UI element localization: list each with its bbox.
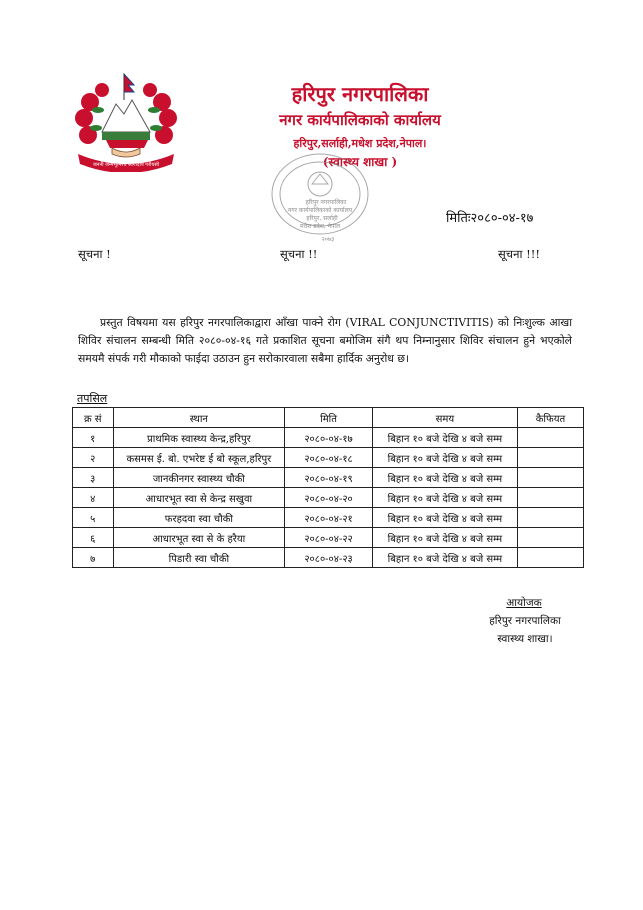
cell-date: २०८०-०४-२२ bbox=[285, 528, 373, 548]
table-header-row bbox=[73, 408, 584, 428]
cell-time: बिहान १० बजे देखि ४ बजे सम्म bbox=[372, 488, 517, 508]
header-remarks: कैफियत bbox=[517, 408, 583, 428]
cell-date: २०८०-०४-२० bbox=[285, 488, 373, 508]
cell-remarks bbox=[517, 548, 583, 568]
svg-text:जननी जन्मभूमिश्च स्वर्गादपि गर: जननी जन्मभूमिश्च स्वर्गादपि गरीयसी bbox=[92, 162, 160, 168]
svg-text:२०७३: २०७३ bbox=[321, 236, 335, 243]
cell-location: कसमस ई. बो. एभरेष्ट ई बो स्कूल,हरिपुर bbox=[113, 448, 285, 468]
cell-serial: ७ bbox=[73, 548, 114, 568]
cell-date: २०८०-०४-२१ bbox=[285, 508, 373, 528]
cell-date: २०८०-०४-१८ bbox=[285, 448, 373, 468]
notice-body-text: प्रस्तुत विषयमा यस हरिपुर नगरपालिकाद्वारा आँखा पाक्ने रोग (VIRAL CONJUNCTIVITIS) को निःशुल्क आखा शिविर संचालन सम्बन्धी मिति २०८०-०४-१६ गते प्रकाशित सूचना बमोजिम संगै थप निम्नानुसार शिविर संचालन हुने भएकोले समयमै संपर्क गरी मौकाको फाईदा उठाउन हुन सरोकारवाला सबैमा हार्दिक अनुरोध छ। bbox=[78, 316, 572, 365]
cell-remarks bbox=[517, 468, 583, 488]
office-address: हरिपुर,सर्लाही,मधेश प्रदेश,नेपाल। bbox=[293, 137, 427, 150]
office-name: नगर कार्यपालिकाको कार्यालय bbox=[279, 111, 441, 129]
cell-serial: ५ bbox=[73, 508, 114, 528]
cell-time: बिहान १० बजे देखि ४ बजे सम्म bbox=[372, 528, 517, 548]
cell-date: २०८०-०४-१७ bbox=[285, 428, 373, 448]
cell-remarks bbox=[517, 508, 583, 528]
header-serial: क्र सं bbox=[73, 408, 114, 428]
cell-time: बिहान १० बजे देखि ४ बजे सम्म bbox=[372, 508, 517, 528]
table-row bbox=[73, 508, 584, 528]
notice-date: मितिः२०८०-०४-१७ bbox=[446, 211, 534, 226]
cell-serial: १ bbox=[73, 428, 114, 448]
cell-remarks bbox=[517, 428, 583, 448]
notice-heading-center: सूचना !! bbox=[280, 247, 318, 261]
organizer-label: आयोजक bbox=[506, 597, 542, 609]
table-caption: तपसिल bbox=[77, 392, 108, 405]
cell-remarks bbox=[517, 528, 583, 548]
cell-location: आधारभूत स्वा से के हरैया bbox=[113, 528, 285, 548]
organizer-department: स्वास्थ्य शाखा। bbox=[497, 633, 553, 645]
cell-remarks bbox=[517, 448, 583, 468]
svg-text:हरिपुर नगरपालिका: हरिपुर नगरपालिका bbox=[305, 199, 347, 206]
cell-location: पिडारी स्वा चौकी bbox=[113, 548, 285, 568]
svg-text:नगर कार्यपालिकाको कार्यालय: नगर कार्यपालिकाको कार्यालय bbox=[287, 207, 353, 214]
organizer-name: हरिपुर नगरपालिका bbox=[489, 615, 561, 627]
header-location: स्थान bbox=[113, 408, 285, 428]
cell-location: प्राथमिक स्वास्थ्य केन्द्र,हरिपुर bbox=[113, 428, 285, 448]
cell-date: २०८०-०४-१९ bbox=[285, 468, 373, 488]
cell-serial: २ bbox=[73, 448, 114, 468]
svg-text:हरिपुर, सर्लाही: हरिपुर, सर्लाही bbox=[306, 215, 338, 222]
cell-serial: ४ bbox=[73, 488, 114, 508]
table-row bbox=[73, 428, 584, 448]
cell-time: बिहान १० बजे देखि ४ बजे सम्म bbox=[372, 448, 517, 468]
table-row bbox=[73, 528, 584, 548]
svg-text:मधेश प्रदेश, नेपाल: मधेश प्रदेश, नेपाल bbox=[299, 223, 341, 230]
header-date: मिति bbox=[285, 408, 373, 428]
header-time: समय bbox=[372, 408, 517, 428]
table-row bbox=[73, 488, 584, 508]
cell-time: बिहान १० बजे देखि ४ बजे सम्म bbox=[372, 428, 517, 448]
cell-location: जानकीनगर स्वास्थ्य चौकी bbox=[113, 468, 285, 488]
notice-heading-left: सूचना ! bbox=[78, 247, 111, 261]
table-row bbox=[73, 448, 584, 468]
cell-serial: ३ bbox=[73, 468, 114, 488]
notice-heading-right: सूचना !!! bbox=[498, 247, 540, 261]
cell-date: २०८०-०४-२३ bbox=[285, 548, 373, 568]
cell-location: फरहदवा स्वा चौकी bbox=[113, 508, 285, 528]
cell-location: आधारभूत स्वा से केन्द्र सखुवा bbox=[113, 488, 285, 508]
cell-serial: ६ bbox=[73, 528, 114, 548]
department-name: (स्वास्थ्य शाखा ) bbox=[322, 155, 398, 169]
cell-time: बिहान १० बजे देखि ४ बजे सम्म bbox=[372, 548, 517, 568]
cell-time: बिहान १० बजे देखि ४ बजे सम्म bbox=[372, 468, 517, 488]
table-row bbox=[73, 548, 584, 568]
nepal-emblem-icon bbox=[68, 70, 184, 172]
table-row bbox=[73, 468, 584, 488]
camp-schedule-table bbox=[72, 407, 584, 568]
cell-remarks bbox=[517, 488, 583, 508]
municipality-name: हरिपुर नगरपालिका bbox=[291, 82, 429, 106]
office-seal-icon bbox=[268, 150, 372, 246]
